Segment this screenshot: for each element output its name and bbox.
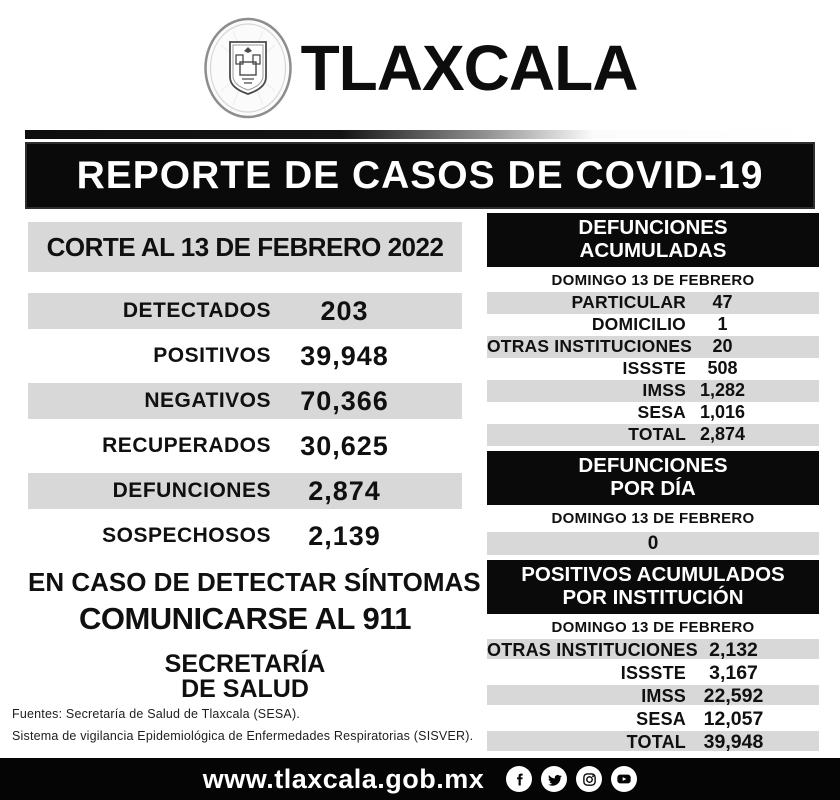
instagram-icon[interactable] xyxy=(576,766,602,792)
section-title-line1: DEFUNCIONES xyxy=(578,453,728,477)
symptoms-advice-line: EN CASO DE DETECTAR SÍNTOMAS xyxy=(28,567,481,597)
table-row xyxy=(28,293,462,329)
footer-bar xyxy=(0,758,840,800)
row-label: TOTAL xyxy=(626,731,686,752)
stat-value: 70,366 xyxy=(300,385,389,416)
report-title-banner xyxy=(25,142,815,209)
row-value: 1 xyxy=(717,314,728,335)
stat-label: SOSPECHOSOS xyxy=(102,524,271,547)
row-label: OTRAS INSTITUCIONES xyxy=(487,639,698,660)
table-row xyxy=(28,428,462,464)
stat-value: 2,874 xyxy=(308,475,381,506)
section-header xyxy=(487,560,819,614)
header-logo-row xyxy=(0,12,840,124)
row-value: 47 xyxy=(712,292,733,313)
section-date: DOMINGO 13 DE FEBRERO xyxy=(551,271,755,289)
row-value: 39,948 xyxy=(703,730,764,753)
section-table xyxy=(487,292,819,446)
table-row xyxy=(487,314,819,336)
section-defunciones-acumuladas xyxy=(487,213,819,446)
section-title-line2: POR DÍA xyxy=(610,476,696,500)
stat-value: 39,948 xyxy=(300,340,389,371)
section-title-line2: POR INSTITUCIÓN xyxy=(562,585,744,609)
health-secretary-signature xyxy=(28,652,462,702)
table-row xyxy=(28,338,462,374)
tlaxcala-coat-of-arms-icon xyxy=(203,17,293,119)
brand-wordmark: TLAXCALA xyxy=(300,32,638,104)
row-label: SESA xyxy=(636,708,686,729)
row-value: 2,874 xyxy=(699,424,746,445)
row-value: 12,057 xyxy=(703,707,764,730)
section-header xyxy=(487,451,819,505)
twitter-icon[interactable] xyxy=(541,766,567,792)
source-line: Fuentes: Secretaría de Salud de Tlaxcala (SESA). xyxy=(12,707,300,721)
row-label: TOTAL xyxy=(628,424,686,445)
stat-value: 2,139 xyxy=(308,520,381,551)
table-row xyxy=(487,380,819,402)
table-row xyxy=(487,358,819,380)
section-title-line1: DEFUNCIONES xyxy=(578,216,728,239)
row-value: 1,016 xyxy=(699,402,746,423)
stat-label: RECUPERADOS xyxy=(102,434,271,457)
table-row xyxy=(487,336,819,358)
stat-value: 203 xyxy=(320,295,369,326)
stat-label: DEFUNCIONES xyxy=(112,479,271,502)
row-label: PARTICULAR xyxy=(571,292,686,313)
table-row xyxy=(28,473,462,509)
facebook-icon[interactable] xyxy=(506,766,532,792)
row-label: IMSS xyxy=(641,685,686,706)
section-title-line1: POSITIVOS ACUMULADOS xyxy=(521,562,785,586)
social-icons xyxy=(506,766,637,792)
row-value: 3,167 xyxy=(709,661,758,684)
left-column xyxy=(28,222,481,703)
youtube-icon[interactable] xyxy=(611,766,637,792)
stat-label: DETECTADOS xyxy=(122,299,271,322)
secretary-line1: SECRETARÍA xyxy=(164,650,326,678)
source-line: Sistema de vigilancia Epidemiológica de Enfermedades Respiratorias (SISVER). xyxy=(12,728,474,743)
section-date: DOMINGO 13 DE FEBRERO xyxy=(551,618,755,636)
row-label: SESA xyxy=(637,402,686,423)
stat-value: 30,625 xyxy=(300,430,389,461)
secretary-line2: DE SALUD xyxy=(181,675,309,703)
sources-note xyxy=(12,704,486,748)
daily-deaths-value: 0 xyxy=(487,532,819,555)
table-row xyxy=(487,402,819,424)
section-positivos-por-institucion xyxy=(487,560,819,751)
table-row xyxy=(28,383,462,419)
row-label: OTRAS INSTITUCIONES xyxy=(487,336,693,357)
stat-label: NEGATIVOS xyxy=(144,389,271,412)
right-column xyxy=(487,213,819,754)
row-value: 508 xyxy=(707,358,738,379)
section-date: DOMINGO 13 DE FEBRERO xyxy=(551,509,755,527)
row-value: 2,132 xyxy=(709,638,758,661)
row-label: ISSSTE xyxy=(622,358,686,379)
website-link[interactable]: www.tlaxcala.gob.mx xyxy=(202,763,485,794)
table-row xyxy=(487,662,819,682)
row-value: 20 xyxy=(712,336,733,357)
summary-stats-table xyxy=(28,293,462,554)
table-row xyxy=(487,639,819,659)
table-row xyxy=(487,685,819,705)
row-value: 1,282 xyxy=(699,380,746,401)
table-row xyxy=(28,518,462,554)
section-title-line2: ACUMULADAS xyxy=(579,238,727,262)
report-title: REPORTE DE CASOS DE COVID-19 xyxy=(76,153,764,197)
section-header xyxy=(487,213,819,267)
section-defunciones-por-dia xyxy=(487,451,819,555)
table-row xyxy=(487,708,819,728)
stat-label: POSITIVOS xyxy=(153,344,271,367)
gradient-divider xyxy=(25,130,815,139)
table-row xyxy=(487,731,819,751)
call-911-line: COMUNICARSE AL 911 xyxy=(78,601,412,636)
row-value: 22,592 xyxy=(703,684,764,707)
section-table xyxy=(487,639,819,751)
row-label: ISSSTE xyxy=(620,662,686,683)
table-row xyxy=(487,424,819,446)
table-row xyxy=(487,292,819,314)
row-label: IMSS xyxy=(642,380,686,401)
cutoff-date-banner: CORTE AL 13 DE FEBRERO 2022 xyxy=(28,222,462,272)
row-label: DOMICILIO xyxy=(591,314,686,335)
